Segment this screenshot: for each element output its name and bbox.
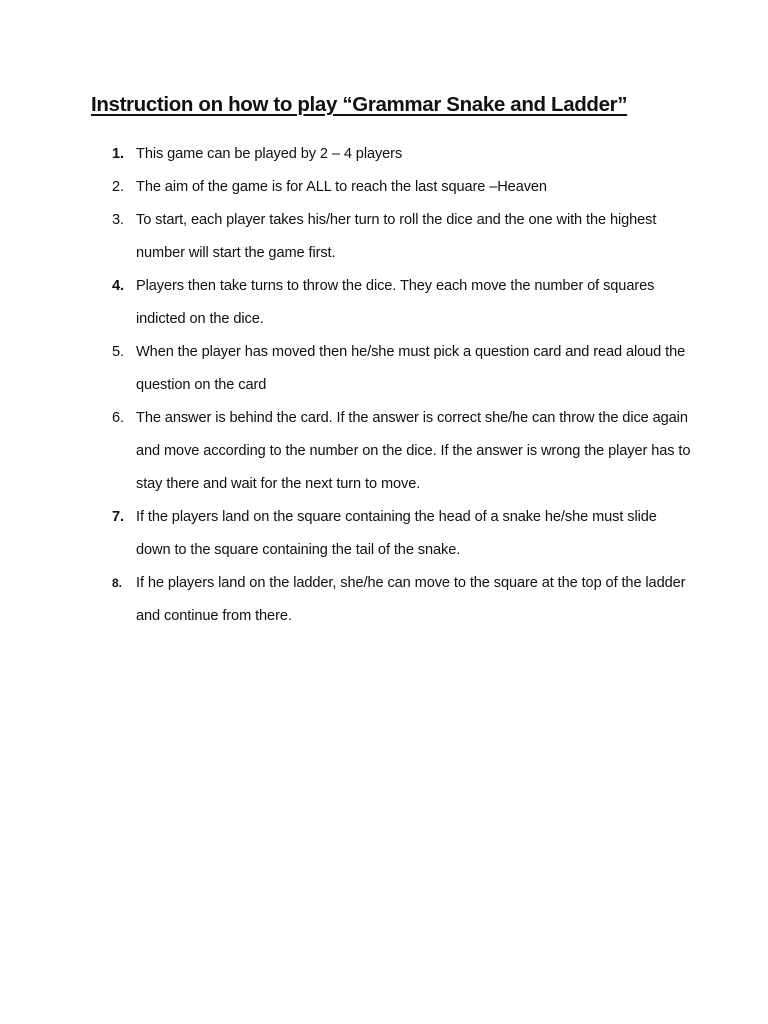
list-item-number: 6. xyxy=(112,410,124,426)
list-item-text: This game can be played by 2 – 4 players xyxy=(136,146,403,162)
list-item-text: Players then take turns to throw the dice. They each move the number of squares indicted on the dice. xyxy=(136,278,655,327)
list-item-text: To start, each player takes his/her turn to roll the dice and the one with the highest number will start the game first. xyxy=(136,212,657,261)
list-item-number: 5. xyxy=(112,344,124,360)
list-item xyxy=(112,402,692,501)
list-item-number: 8. xyxy=(112,576,122,590)
list-item xyxy=(112,171,692,204)
list-item xyxy=(112,270,692,336)
list-item xyxy=(112,567,692,633)
list-item xyxy=(112,501,692,567)
page-title: Instruction on how to play “Grammar Snake and Ladder” xyxy=(91,93,628,116)
list-item-number: 4. xyxy=(112,278,124,294)
list-item-text: If he players land on the ladder, she/he can move to the square at the top of the ladder and continue from there. xyxy=(136,575,686,624)
list-item-text: If the players land on the square containing the head of a snake he/she must slide down to the square containing the tail of the snake. xyxy=(136,509,657,558)
list-item-text: The answer is behind the card. If the answer is correct she/he can throw the dice again and move according to the number on the dice. If the answer is wrong the player has to stay there and wait for the next turn to move. xyxy=(136,410,691,492)
list-item-text: The aim of the game is for ALL to reach the last square –Heaven xyxy=(136,179,547,195)
list-item-number: 2. xyxy=(112,179,124,195)
list-item-number: 1. xyxy=(112,146,124,162)
list-item-number: 3. xyxy=(112,212,124,228)
list-item xyxy=(112,336,692,402)
list-item xyxy=(112,138,692,171)
list-item-number: 7. xyxy=(112,509,124,525)
list-item xyxy=(112,204,692,270)
instruction-list xyxy=(112,138,692,633)
list-item-text: When the player has moved then he/she must pick a question card and read aloud the question on the card xyxy=(136,344,686,393)
